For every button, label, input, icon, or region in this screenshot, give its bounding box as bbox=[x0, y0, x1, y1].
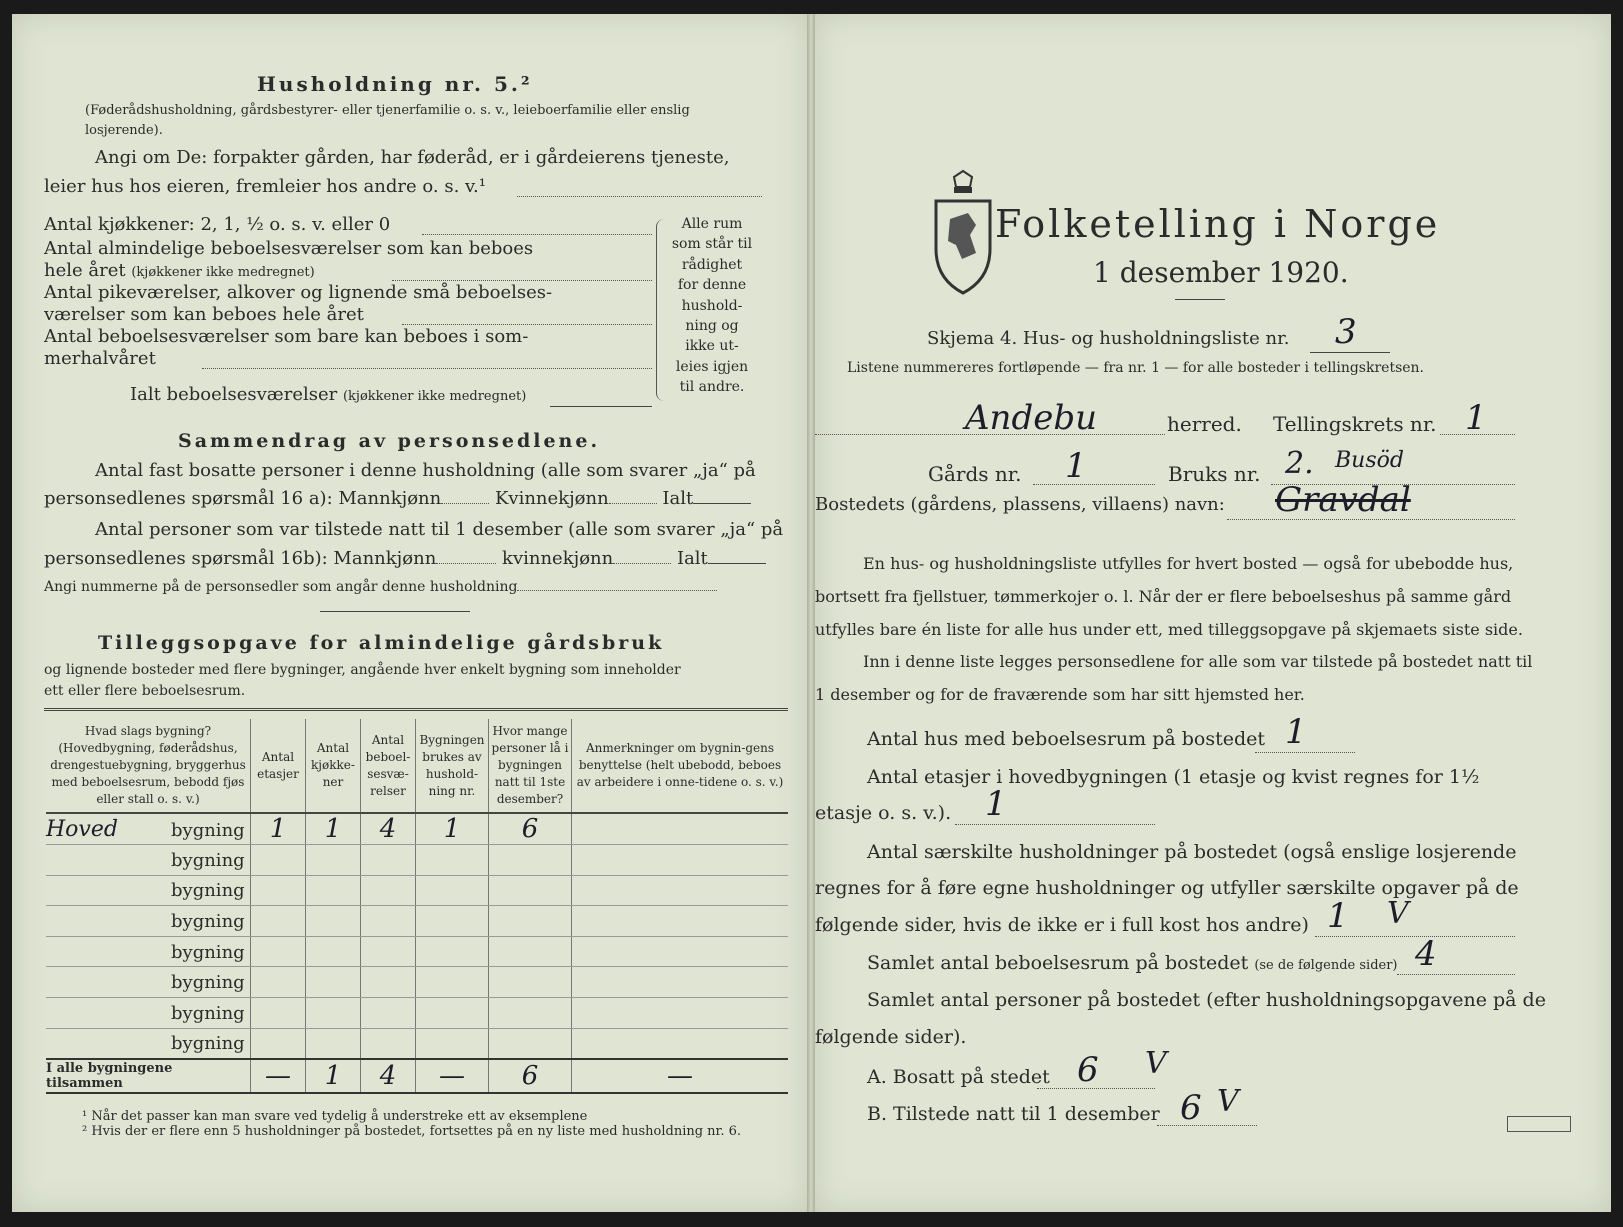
cell-notes bbox=[572, 967, 789, 998]
building-type-cell bbox=[46, 967, 251, 998]
cell-rooms bbox=[361, 1028, 416, 1059]
summer-rooms-line bbox=[202, 368, 652, 369]
ordinary-rooms-label-2: hele året (kjøkkener ikke medregnet) bbox=[44, 260, 315, 281]
total-kitchens: 1 bbox=[306, 1059, 361, 1093]
census-date: 1 desember 1920. bbox=[1093, 256, 1349, 289]
cell-notes bbox=[572, 1028, 789, 1059]
building-word: bygning bbox=[171, 1033, 245, 1055]
cell-household bbox=[416, 967, 489, 998]
households-value: 1 bbox=[1327, 896, 1349, 936]
para-1-line-1: En hus- og husholdningsliste utfylles for hvert bosted — også for ubebodde hus, bbox=[863, 554, 1514, 573]
building-row bbox=[46, 967, 788, 998]
summary-line-1: Antal fast bosatte personer i denne husholdning (alle som svarer „ja“ på bbox=[95, 460, 756, 481]
rooms-value: 4 bbox=[1415, 934, 1437, 974]
households-line-3: følgende sider, hvis de ikke er i full kost hos andre) bbox=[815, 914, 1309, 936]
houses-value: 1 bbox=[1285, 712, 1307, 752]
side-note-line: ning og bbox=[685, 318, 739, 335]
building-word: bygning bbox=[171, 1002, 245, 1024]
cell-rooms: 4 bbox=[361, 813, 416, 845]
building-word: bygning bbox=[171, 880, 245, 902]
cell-persons bbox=[489, 875, 572, 906]
cell-rooms bbox=[361, 906, 416, 937]
building-row bbox=[46, 1028, 788, 1059]
cell-kitchens bbox=[306, 967, 361, 998]
herred-label: herred. bbox=[1167, 412, 1242, 436]
tellingskrets-value: 1 bbox=[1465, 398, 1487, 438]
total-notes: — bbox=[572, 1059, 789, 1093]
kitchens-label: Antal kjøkkener: 2, 1, ½ o. s. v. eller 0 bbox=[44, 214, 391, 235]
cell-floors bbox=[251, 1028, 306, 1059]
bosatt-value: 6 bbox=[1077, 1050, 1099, 1090]
coat-of-arms-icon bbox=[932, 169, 994, 299]
bosted-value: Gravdal bbox=[1275, 480, 1411, 520]
bruks-extra: Busöd bbox=[1335, 448, 1404, 473]
bosted-label: Bostedets (gårdens, plassens, villaens) navn: bbox=[815, 494, 1225, 515]
maid-rooms-label-1: Antal pikeværelser, alkover og lignende små beboelses- bbox=[44, 282, 553, 303]
floors-line-2: etasje o. s. v.). bbox=[815, 802, 952, 824]
right-page bbox=[815, 14, 1611, 1212]
footnote-1: ¹ Når det passer kan man svare ved tydelig å understreke ett av eksemplene bbox=[82, 1109, 588, 1124]
cell-persons bbox=[489, 1028, 572, 1059]
building-row bbox=[46, 813, 788, 845]
cell-floors bbox=[251, 875, 306, 906]
building-type-cell bbox=[46, 906, 251, 937]
total-persons: 6 bbox=[489, 1059, 572, 1093]
bruks-value: 2. bbox=[1285, 446, 1314, 481]
tellingskrets-label: Tellingskrets nr. bbox=[1273, 412, 1437, 436]
households-check: V bbox=[1387, 896, 1409, 931]
total-rooms-label: Ialt beboelsesværelser (kjøkkener ikke medregnet) bbox=[130, 384, 527, 405]
building-word: bygning bbox=[171, 849, 245, 871]
cell-floors bbox=[251, 906, 306, 937]
para-1-line-3: utfylles bare én liste for alle hus under ett, med tilleggsopgave på skjemaets siste side. bbox=[815, 620, 1523, 639]
households-line-2: regnes for å føre egne husholdninger og utfyller særskilte opgaver på de bbox=[815, 877, 1519, 899]
floors-value: 1 bbox=[985, 784, 1007, 824]
side-note-line: Alle rum bbox=[681, 216, 743, 232]
cell-kitchens bbox=[306, 997, 361, 1028]
col-rooms: Antal beboel-sesvæ-relser bbox=[361, 719, 416, 813]
col-household: Bygningen brukes av hushold-ning nr. bbox=[416, 719, 489, 813]
para-2-line-2: 1 desember og for de fraværende som har sitt hjemsted her. bbox=[815, 685, 1305, 704]
cell-notes bbox=[572, 936, 789, 967]
buildings-table bbox=[46, 719, 788, 1094]
building-row bbox=[46, 875, 788, 906]
side-note-line: leies igjen bbox=[675, 358, 749, 375]
col-notes: Anmerkninger om bygnin-gens benyttelse (helt ubebodd, beboes av arbeidere i onne-tidene o. s. v.) bbox=[572, 719, 789, 813]
total-household: — bbox=[416, 1059, 489, 1093]
cell-notes bbox=[572, 997, 789, 1028]
cell-notes bbox=[572, 875, 789, 906]
bosatt-check: V bbox=[1145, 1046, 1167, 1081]
col-floors: Antal etasjer bbox=[251, 719, 306, 813]
question-line-2: leier hus hos eieren, fremleier hos andre o. s. v.¹ bbox=[44, 176, 486, 197]
census-title: Folketelling i Norge bbox=[995, 202, 1441, 246]
side-note bbox=[667, 214, 757, 398]
cell-persons bbox=[489, 936, 572, 967]
cell-rooms bbox=[361, 845, 416, 876]
total-rooms: 4 bbox=[361, 1059, 416, 1093]
gards-label: Gårds nr. bbox=[928, 462, 1022, 486]
bruks-label: Bruks nr. bbox=[1168, 462, 1261, 486]
summer-rooms-label-1: Antal beboelsesværelser som bare kan beboes i som- bbox=[44, 326, 529, 347]
supplement-heading: Tilleggsopgave for almindelige gårdsbruk bbox=[98, 632, 665, 654]
footnote-2: ² Hvis der er flere enn 5 husholdninger på bostedet, fortsettes på en ny liste med husholdning nr. 6. bbox=[82, 1124, 742, 1139]
printer-stamp bbox=[1507, 1116, 1571, 1132]
list-number-line bbox=[1310, 352, 1390, 353]
cell-persons: 6 bbox=[489, 813, 572, 845]
building-word: bygning bbox=[171, 819, 245, 841]
col-kitchens: Antal kjøkke-ner bbox=[306, 719, 361, 813]
cell-household bbox=[416, 1028, 489, 1059]
summary-heading: Sammendrag av personsedlene. bbox=[178, 430, 601, 452]
tilstede-line bbox=[1157, 1125, 1257, 1126]
building-type-cell bbox=[46, 1028, 251, 1059]
building-word: bygning bbox=[171, 910, 245, 932]
table-top-rule bbox=[44, 708, 788, 711]
col-persons: Hvor mange personer lå i bygningen natt til 1ste desember? bbox=[489, 719, 572, 813]
cell-household bbox=[416, 936, 489, 967]
total-floors: — bbox=[251, 1059, 306, 1093]
building-word: bygning bbox=[171, 972, 245, 994]
floors-line bbox=[955, 824, 1155, 825]
para-2-line-1: Inn i denne liste legges personsedlene for alle som var tilstede på bostedet natt til bbox=[863, 652, 1533, 671]
building-type-cell bbox=[46, 936, 251, 967]
side-note-line: til andre. bbox=[679, 379, 745, 396]
tilstede-check: V bbox=[1217, 1084, 1239, 1119]
cell-floors bbox=[251, 845, 306, 876]
cell-kitchens bbox=[306, 936, 361, 967]
building-type-cell bbox=[46, 813, 251, 845]
persons-line-2: følgende sider). bbox=[815, 1026, 967, 1048]
maid-rooms-label-2: værelser som kan beboes hele året bbox=[44, 304, 364, 325]
rooms-line bbox=[1397, 974, 1515, 975]
side-note-line: for denne bbox=[677, 277, 747, 294]
rooms-label: Samlet antal beboelsesrum på bostedet (se de følgende sider) bbox=[867, 952, 1398, 974]
cell-rooms bbox=[361, 936, 416, 967]
building-type-cell bbox=[46, 875, 251, 906]
cell-notes bbox=[572, 845, 789, 876]
cell-floors bbox=[251, 936, 306, 967]
cell-kitchens: 1 bbox=[306, 813, 361, 845]
totals-row bbox=[46, 1059, 788, 1093]
question-line-1: Angi om De: forpakter gården, har føderåd, er i gårdeierens tjeneste, bbox=[95, 147, 730, 168]
maid-rooms-line bbox=[402, 324, 652, 325]
cell-floors: 1 bbox=[251, 813, 306, 845]
answer-line bbox=[517, 196, 762, 197]
total-rooms-line bbox=[550, 406, 652, 407]
side-note-line: hushold- bbox=[681, 297, 743, 314]
building-type-value: Hoved bbox=[46, 816, 118, 842]
persons-line-1: Samlet antal personer på bostedet (efter husholdningsopgavene på de bbox=[867, 989, 1546, 1011]
building-type-cell bbox=[46, 845, 251, 876]
section-divider bbox=[320, 611, 470, 612]
cell-rooms bbox=[361, 967, 416, 998]
cell-kitchens bbox=[306, 1028, 361, 1059]
cell-floors bbox=[251, 997, 306, 1028]
summer-rooms-label-2: merhalvåret bbox=[44, 348, 156, 369]
cell-persons bbox=[489, 845, 572, 876]
summary-line-4: personsedlenes spørsmål 16b): Mannkjønn kvinnekjønn Ialt bbox=[44, 548, 766, 569]
cell-kitchens bbox=[306, 875, 361, 906]
supplement-line-1: og lignende bosteder med flere bygninger, angående hver enkelt bygning som inneholder bbox=[44, 662, 681, 678]
herred-value: Andebu bbox=[965, 398, 1097, 438]
supplement-line-2: ett eller flere beboelsesrum. bbox=[44, 683, 246, 699]
gards-value: 1 bbox=[1065, 446, 1087, 486]
list-number-value: 3 bbox=[1335, 312, 1357, 352]
title-divider bbox=[1175, 299, 1225, 300]
building-row bbox=[46, 906, 788, 937]
totals-label: I alle bygningene tilsammen bbox=[46, 1059, 251, 1093]
ordinary-rooms-label-1: Antal almindelige beboelsesværelser som kan beboes bbox=[44, 238, 534, 259]
cell-household: 1 bbox=[416, 813, 489, 845]
cell-kitchens bbox=[306, 845, 361, 876]
left-page bbox=[12, 14, 807, 1212]
tilstede-value: 6 bbox=[1180, 1088, 1202, 1128]
tilstede-label: B. Tilstede natt til 1 desember bbox=[867, 1103, 1160, 1125]
summary-line-3: Antal personer som var tilstede natt til 1 desember (alle som svarer „ja“ på bbox=[95, 519, 784, 540]
side-note-line: rådighet bbox=[681, 256, 743, 273]
ordinary-rooms-line bbox=[392, 280, 652, 281]
cell-floors bbox=[251, 967, 306, 998]
cell-rooms bbox=[361, 997, 416, 1028]
building-row bbox=[46, 936, 788, 967]
household-title: Husholdning nr. 5.² bbox=[257, 72, 533, 96]
floors-line-1: Antal etasjer i hovedbygningen (1 etasje og kvist regnes for 1½ bbox=[867, 766, 1480, 788]
gards-line bbox=[1033, 484, 1155, 485]
houses-line bbox=[1255, 752, 1355, 753]
cell-household bbox=[416, 906, 489, 937]
schema-label: Skjema 4. Hus- og husholdningsliste nr. bbox=[927, 328, 1290, 349]
summary-line-2: personsedlenes spørsmål 16 a): Mannkjønn Kvinnekjønn Ialt bbox=[44, 488, 751, 509]
cell-persons bbox=[489, 906, 572, 937]
building-word: bygning bbox=[171, 941, 245, 963]
cell-notes bbox=[572, 813, 789, 845]
summary-line-5: Angi nummerne på de personsedler som angår denne husholdning bbox=[44, 579, 717, 595]
cell-persons bbox=[489, 997, 572, 1028]
kitchens-line bbox=[422, 234, 652, 235]
household-subtitle: (Føderådshusholdning, gårdsbestyrer- eller tjenerfamilie o. s. v., leieboerfamilie eller enslig losjerende). bbox=[85, 103, 690, 138]
households-line-1: Antal særskilte husholdninger på bostedet (også enslige losjerende bbox=[867, 841, 1517, 863]
cell-household bbox=[416, 997, 489, 1028]
side-note-line: ikke ut- bbox=[685, 338, 739, 355]
bosatt-label: A. Bosatt på stedet bbox=[867, 1066, 1050, 1088]
cell-household bbox=[416, 845, 489, 876]
building-type-cell bbox=[46, 997, 251, 1028]
building-row bbox=[46, 997, 788, 1028]
building-row bbox=[46, 845, 788, 876]
cell-persons bbox=[489, 967, 572, 998]
col-building-type: Hvad slags bygning? (Hovedbygning, føderådshus, drengestuebygning, bryggerhus med beboelsesrum, bebodd fjøs eller stall o. s. v.) bbox=[50, 724, 246, 806]
side-note-line: som står til bbox=[671, 236, 753, 253]
cell-kitchens bbox=[306, 906, 361, 937]
cell-rooms bbox=[361, 875, 416, 906]
cell-household bbox=[416, 875, 489, 906]
numbering-note: Listene nummereres fortløpende — fra nr. 1 — for alle bosteder i tellingskretsen. bbox=[847, 360, 1425, 376]
cell-notes bbox=[572, 906, 789, 937]
houses-label: Antal hus med beboelsesrum på bostedet bbox=[867, 728, 1266, 750]
para-1-line-2: bortsett fra fjellstuer, tømmerkojer o. l. Når der er flere beboelseshus på samme gård bbox=[815, 587, 1512, 606]
